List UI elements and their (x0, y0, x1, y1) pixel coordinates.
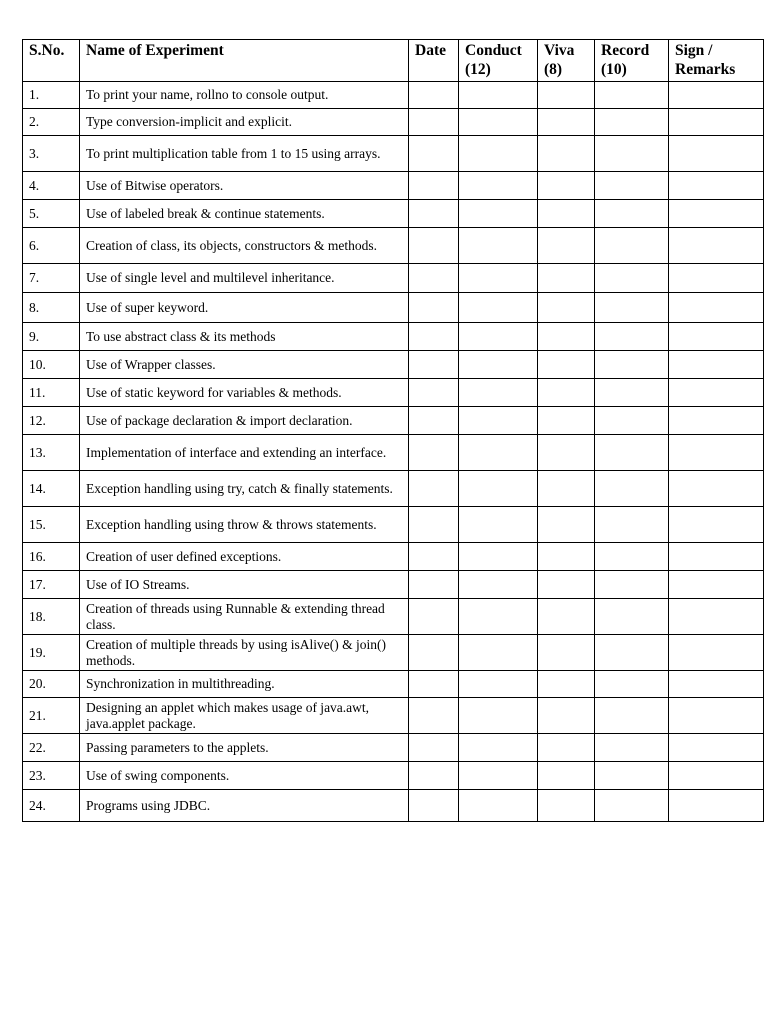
experiment-list-table (22, 39, 764, 822)
table-row (23, 571, 764, 599)
table-row (23, 734, 764, 762)
cell-conduct (459, 109, 538, 136)
cell-sno: 22. (23, 734, 80, 762)
cell-experiment-name: Creation of class, its objects, constructors & methods. (80, 228, 409, 264)
cell-record (595, 435, 669, 471)
cell-date (409, 471, 459, 507)
cell-viva (538, 200, 595, 228)
cell-viva (538, 571, 595, 599)
cell-experiment-name: Use of Wrapper classes. (80, 351, 409, 379)
cell-sign-remarks (669, 734, 764, 762)
cell-conduct (459, 379, 538, 407)
table-row (23, 293, 764, 323)
header-conduct-marks: (12) (465, 61, 491, 78)
cell-viva (538, 228, 595, 264)
cell-viva (538, 635, 595, 671)
cell-conduct (459, 82, 538, 109)
cell-sign-remarks (669, 293, 764, 323)
cell-record (595, 200, 669, 228)
cell-sign-remarks (669, 109, 764, 136)
cell-viva (538, 734, 595, 762)
header-viva-marks: (8) (544, 61, 563, 78)
cell-viva (538, 543, 595, 571)
cell-sno: 14. (23, 471, 80, 507)
cell-record (595, 698, 669, 734)
table-row (23, 136, 764, 172)
cell-sign-remarks (669, 599, 764, 635)
cell-record (595, 264, 669, 293)
table-row (23, 599, 764, 635)
cell-viva (538, 762, 595, 790)
cell-sno: 20. (23, 671, 80, 698)
cell-sno: 11. (23, 379, 80, 407)
cell-experiment-name: Use of swing components. (80, 762, 409, 790)
cell-sno: 12. (23, 407, 80, 435)
header-name-of-experiment: Name of Experiment (80, 40, 409, 82)
cell-experiment-name: Designing an applet which makes usage of java.awt, java.applet package. (80, 698, 409, 734)
cell-record (595, 228, 669, 264)
header-record (595, 40, 669, 82)
cell-record (595, 172, 669, 200)
cell-viva (538, 790, 595, 822)
table-row (23, 507, 764, 543)
cell-sign-remarks (669, 379, 764, 407)
cell-sno: 8. (23, 293, 80, 323)
cell-experiment-name: To print your name, rollno to console output. (80, 82, 409, 109)
table-row (23, 671, 764, 698)
cell-sign-remarks (669, 790, 764, 822)
cell-conduct (459, 200, 538, 228)
table-row (23, 635, 764, 671)
table-row (23, 109, 764, 136)
cell-conduct (459, 435, 538, 471)
cell-conduct (459, 599, 538, 635)
cell-sno: 4. (23, 172, 80, 200)
cell-sno: 17. (23, 571, 80, 599)
cell-experiment-name: Programs using JDBC. (80, 790, 409, 822)
cell-conduct (459, 571, 538, 599)
cell-viva (538, 407, 595, 435)
header-remarks-label: Remarks (675, 61, 736, 78)
cell-viva (538, 82, 595, 109)
cell-experiment-name: Creation of user defined exceptions. (80, 543, 409, 571)
cell-sno: 15. (23, 507, 80, 543)
table-row (23, 82, 764, 109)
cell-sno: 3. (23, 136, 80, 172)
cell-record (595, 635, 669, 671)
cell-date (409, 109, 459, 136)
header-sign-label: Sign / (675, 42, 713, 59)
cell-record (595, 734, 669, 762)
cell-conduct (459, 698, 538, 734)
cell-sign-remarks (669, 351, 764, 379)
cell-sno: 21. (23, 698, 80, 734)
cell-sno: 19. (23, 635, 80, 671)
header-viva (538, 40, 595, 82)
table-row (23, 543, 764, 571)
cell-viva (538, 351, 595, 379)
cell-sign-remarks (669, 264, 764, 293)
cell-sno: 18. (23, 599, 80, 635)
cell-conduct (459, 734, 538, 762)
cell-sno: 16. (23, 543, 80, 571)
cell-date (409, 698, 459, 734)
table-row (23, 790, 764, 822)
cell-viva (538, 671, 595, 698)
header-sno: S.No. (23, 40, 80, 82)
table-row (23, 228, 764, 264)
cell-experiment-name: Synchronization in multithreading. (80, 671, 409, 698)
cell-sno: 2. (23, 109, 80, 136)
cell-experiment-name: Use of labeled break & continue statements. (80, 200, 409, 228)
cell-viva (538, 379, 595, 407)
cell-experiment-name: To use abstract class & its methods (80, 323, 409, 351)
cell-date (409, 172, 459, 200)
table-row (23, 407, 764, 435)
cell-conduct (459, 323, 538, 351)
cell-viva (538, 599, 595, 635)
table-row (23, 200, 764, 228)
cell-date (409, 635, 459, 671)
cell-experiment-name: Implementation of interface and extending an interface. (80, 435, 409, 471)
cell-record (595, 790, 669, 822)
cell-viva (538, 172, 595, 200)
cell-conduct (459, 407, 538, 435)
cell-sno: 5. (23, 200, 80, 228)
cell-date (409, 671, 459, 698)
table-row (23, 351, 764, 379)
cell-record (595, 82, 669, 109)
cell-sign-remarks (669, 471, 764, 507)
cell-conduct (459, 790, 538, 822)
cell-date (409, 599, 459, 635)
cell-experiment-name: Type conversion-implicit and explicit. (80, 109, 409, 136)
cell-sign-remarks (669, 543, 764, 571)
cell-date (409, 228, 459, 264)
cell-record (595, 293, 669, 323)
cell-record (595, 471, 669, 507)
cell-record (595, 599, 669, 635)
cell-sno: 9. (23, 323, 80, 351)
cell-experiment-name: Creation of threads using Runnable & extending thread class. (80, 599, 409, 635)
header-conduct-label: Conduct (465, 42, 522, 59)
cell-sno: 6. (23, 228, 80, 264)
cell-date (409, 264, 459, 293)
cell-record (595, 379, 669, 407)
table-row (23, 471, 764, 507)
cell-date (409, 543, 459, 571)
cell-sign-remarks (669, 698, 764, 734)
cell-experiment-name: Passing parameters to the applets. (80, 734, 409, 762)
cell-conduct (459, 635, 538, 671)
cell-experiment-name: Exception handling using throw & throws statements. (80, 507, 409, 543)
header-row (23, 40, 764, 82)
cell-viva (538, 323, 595, 351)
cell-record (595, 507, 669, 543)
cell-conduct (459, 228, 538, 264)
cell-conduct (459, 351, 538, 379)
cell-conduct (459, 471, 538, 507)
cell-sign-remarks (669, 136, 764, 172)
cell-experiment-name: Use of static keyword for variables & methods. (80, 379, 409, 407)
cell-date (409, 762, 459, 790)
cell-sno: 13. (23, 435, 80, 471)
cell-experiment-name: Use of IO Streams. (80, 571, 409, 599)
cell-viva (538, 507, 595, 543)
header-record-label: Record (601, 42, 650, 59)
cell-sign-remarks (669, 323, 764, 351)
cell-record (595, 671, 669, 698)
cell-record (595, 762, 669, 790)
cell-sign-remarks (669, 635, 764, 671)
cell-record (595, 571, 669, 599)
table-row (23, 698, 764, 734)
cell-viva (538, 698, 595, 734)
cell-experiment-name: Use of package declaration & import declaration. (80, 407, 409, 435)
cell-record (595, 323, 669, 351)
cell-date (409, 351, 459, 379)
header-conduct (459, 40, 538, 82)
header-sign-remarks (669, 40, 764, 82)
cell-conduct (459, 293, 538, 323)
cell-date (409, 82, 459, 109)
table-row (23, 264, 764, 293)
cell-conduct (459, 172, 538, 200)
cell-sign-remarks (669, 228, 764, 264)
cell-date (409, 571, 459, 599)
cell-record (595, 543, 669, 571)
cell-viva (538, 109, 595, 136)
cell-experiment-name: To print multiplication table from 1 to 15 using arrays. (80, 136, 409, 172)
cell-experiment-name: Use of single level and multilevel inheritance. (80, 264, 409, 293)
cell-viva (538, 471, 595, 507)
cell-conduct (459, 507, 538, 543)
cell-date (409, 200, 459, 228)
cell-date (409, 407, 459, 435)
table-row (23, 172, 764, 200)
cell-date (409, 435, 459, 471)
cell-date (409, 379, 459, 407)
cell-sno: 23. (23, 762, 80, 790)
cell-experiment-name: Use of Bitwise operators. (80, 172, 409, 200)
cell-conduct (459, 543, 538, 571)
cell-experiment-name: Creation of multiple threads by using isAlive() & join() methods. (80, 635, 409, 671)
cell-sno: 10. (23, 351, 80, 379)
cell-sign-remarks (669, 172, 764, 200)
table-row (23, 379, 764, 407)
cell-date (409, 293, 459, 323)
cell-sign-remarks (669, 762, 764, 790)
cell-conduct (459, 264, 538, 293)
cell-sign-remarks (669, 571, 764, 599)
cell-record (595, 351, 669, 379)
table-row (23, 435, 764, 471)
cell-viva (538, 136, 595, 172)
cell-experiment-name: Use of super keyword. (80, 293, 409, 323)
table-row (23, 323, 764, 351)
cell-sign-remarks (669, 671, 764, 698)
cell-sign-remarks (669, 200, 764, 228)
cell-viva (538, 264, 595, 293)
cell-sign-remarks (669, 82, 764, 109)
cell-sign-remarks (669, 407, 764, 435)
cell-record (595, 407, 669, 435)
cell-date (409, 790, 459, 822)
cell-sign-remarks (669, 435, 764, 471)
cell-sign-remarks (669, 507, 764, 543)
cell-date (409, 323, 459, 351)
cell-date (409, 734, 459, 762)
cell-record (595, 136, 669, 172)
cell-experiment-name: Exception handling using try, catch & finally statements. (80, 471, 409, 507)
cell-sno: 1. (23, 82, 80, 109)
cell-record (595, 109, 669, 136)
cell-sno: 24. (23, 790, 80, 822)
header-viva-label: Viva (544, 42, 575, 59)
cell-viva (538, 293, 595, 323)
cell-conduct (459, 762, 538, 790)
cell-conduct (459, 136, 538, 172)
table-row (23, 762, 764, 790)
header-date: Date (409, 40, 459, 82)
cell-conduct (459, 671, 538, 698)
cell-sno: 7. (23, 264, 80, 293)
header-record-marks: (10) (601, 61, 627, 78)
table-body (23, 82, 764, 822)
cell-date (409, 136, 459, 172)
cell-viva (538, 435, 595, 471)
cell-date (409, 507, 459, 543)
